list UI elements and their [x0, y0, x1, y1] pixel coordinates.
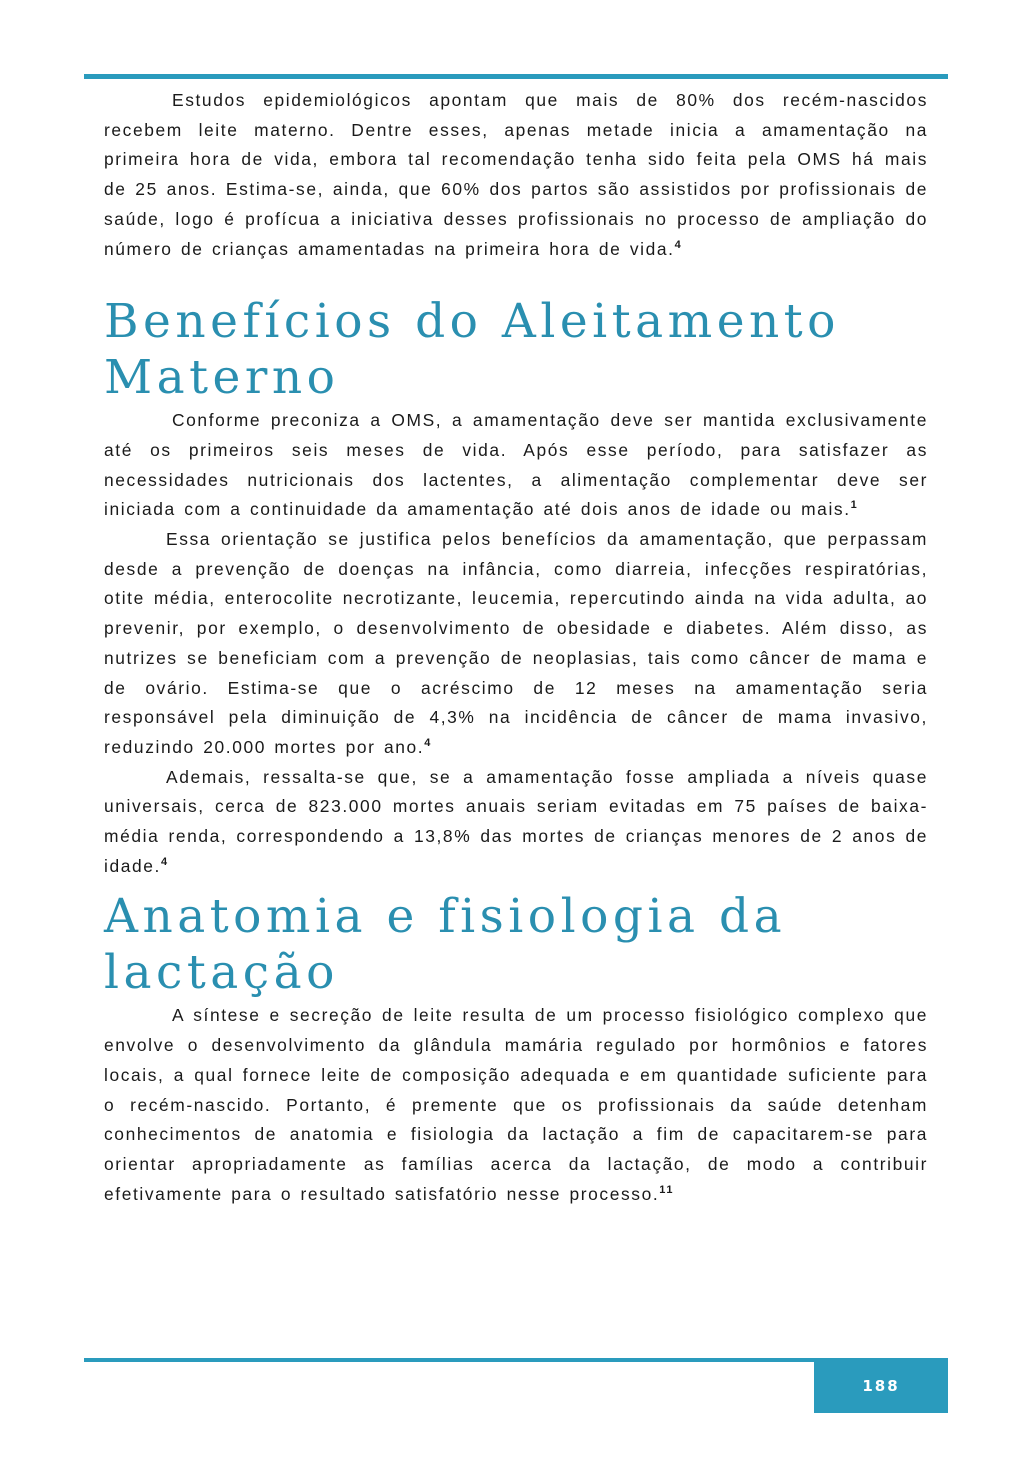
footnote-ref: 4: [160, 855, 169, 868]
page-number-box: [814, 1358, 948, 1413]
footnote-ref: 4: [674, 238, 683, 251]
intro-paragraph: [104, 86, 928, 264]
section-heading-beneficios: [104, 294, 928, 406]
body-paragraph: [104, 1001, 928, 1209]
paragraph-text: A síntese e secreção de leite resulta de um processo fisiológico complexo que envolve o desenvolvimento da glândula mamária regulado por hormônios e fatores locais, a qual fornece leite de composição adequada e em quantidade suficiente para o recém-nascido. Portanto, é premente que os profissionais da saúde detenham conhecimentos de anatomia e fisiologia da lactação a fim de capacitarem-se para orientar apropriadamente as famílias acerca da lactação, de modo a contribuir efetivamente para o resultado satisfatório nesse processo.: [104, 1005, 928, 1204]
paragraph-text: Estudos epidemiológicos apontam que mais de 80% dos recém-nascidos recebem leite materno. Dentre esses, apenas metade inicia a amamentação na primeira hora de vida, embora tal recomendação tenha sido feita pela OMS há mais de 25 anos. Estima-se, ainda, que 60% dos partos são assistidos por profissionais de saúde, logo é profícua a iniciativa desses profissionais no processo de ampliação do número de crianças amamentadas na primeira hora de vida.: [104, 90, 928, 259]
body-paragraph: [104, 763, 928, 882]
page-number: 188: [862, 1376, 900, 1395]
paragraph-text: Conforme preconiza a OMS, a amamentação deve ser mantida exclusivamente até os primeiros seis meses de vida. Após esse período, para satisfazer as necessidades nutricionais dos lactentes, a alimentação complementar deve ser iniciada com a continuidade da amamentação até dois anos de idade ou mais.: [104, 410, 928, 520]
paragraph-text: Ademais, ressalta-se que, se a amamentação fosse ampliada a níveis quase universais, cerca de 823.000 mortes anuais seriam evitadas em 75 países de baixa-média renda, correspondendo a 13,8% das mortes de crianças menores de 2 anos de idade.: [104, 766, 928, 876]
footnote-ref: 4: [424, 737, 432, 750]
heading-line: Benefícios do Aleitamento: [104, 294, 840, 350]
heading-line: lactação: [104, 945, 339, 1001]
paragraph-text: Essa orientação se justifica pelos benefícios da amamentação, que perpassam desde a prevenção de doenças na infância, como diarreia, infecções respiratórias, otite média, enterocolite necrotizante, leucemia, repercutindo ainda na vida adulta, ao prevenir, por exemplo, o desenvolvimento de obesidade e diabetes. Além disso, as nutrizes se beneficiam com a prevenção de neoplasias, tais como câncer de mama e de ovário. Estima-se que o acréscimo de 12 meses na amamentação seria responsável pela diminuição de 4,3% na incidência de câncer de mama invasivo, reduzindo 20.000 mortes por ano.: [104, 529, 928, 757]
heading-line: Anatomia e fisiologia da: [104, 889, 787, 945]
top-rule: [84, 74, 948, 79]
footnote-ref: 1: [850, 499, 859, 512]
body-paragraph: [104, 406, 928, 525]
body-paragraph: [104, 525, 928, 763]
footnote-ref: 11: [659, 1183, 675, 1196]
page-content: [104, 86, 928, 1209]
section-heading-anatomia: [104, 889, 928, 1001]
heading-line: Materno: [104, 350, 340, 406]
